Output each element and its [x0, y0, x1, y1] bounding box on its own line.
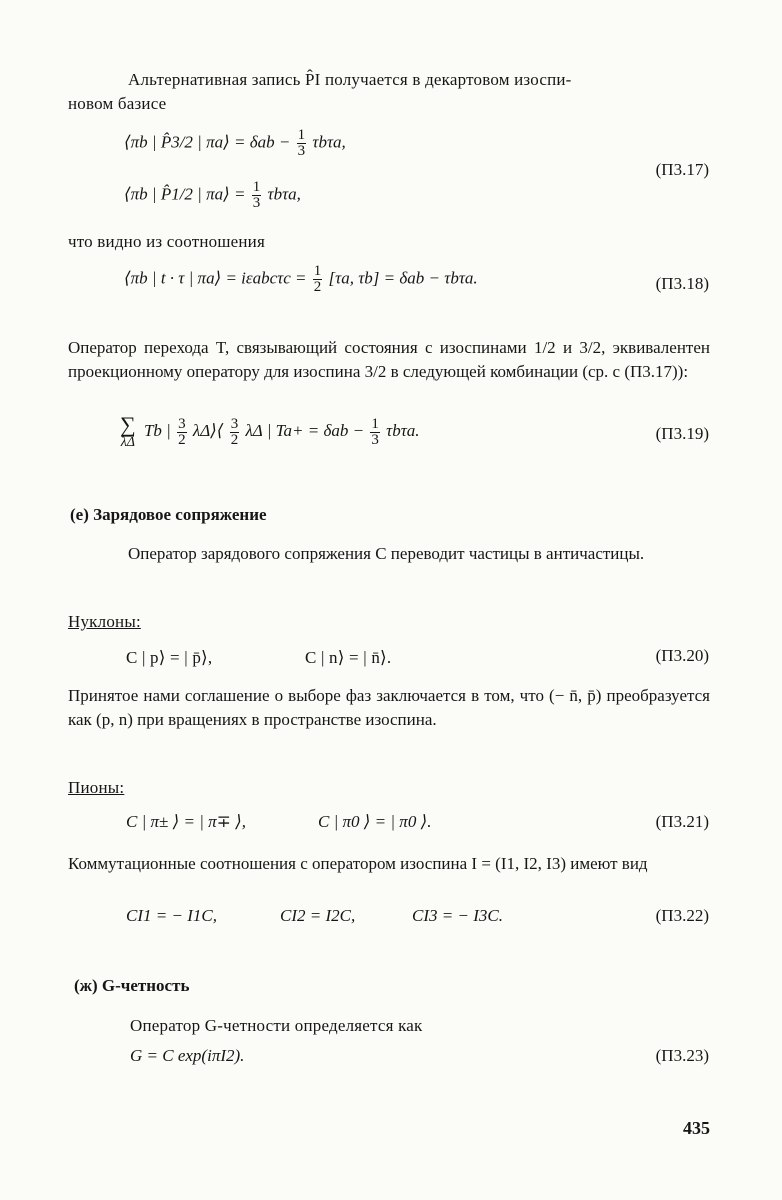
eq-p3-21-right: C | π0 ⟩ = | π0 ⟩.: [318, 812, 432, 831]
summation: [120, 414, 136, 450]
frac-denominator: 3: [297, 143, 306, 159]
frac-denominator: 2: [313, 279, 322, 295]
section-heading-charge-conjugation: (е) Зарядовое сопряжение: [70, 505, 267, 524]
nucleons-label: Нуклоны:: [68, 612, 141, 631]
eq-p3-19-frac1: [177, 417, 187, 448]
eq-p3-17-line2-rhs: τbτa,: [267, 184, 301, 204]
eq-p3-18: [124, 264, 478, 295]
frac-numerator: 1: [371, 415, 379, 432]
eq-p3-19-frac3: [370, 417, 380, 448]
commutation-relations-paragraph: Коммутационные соотношения с оператором изоспина I = (I1, I2, I3) имеют вид: [68, 854, 648, 873]
eq-p3-17-line1-frac: [297, 128, 307, 159]
eq-p3-19-frac2: [230, 417, 240, 448]
eq-p3-17-line-2: [124, 180, 301, 211]
eq-number-p3-22: (П3.22): [655, 906, 709, 925]
text-seen-from-relation: что видно из соотношения: [68, 232, 265, 251]
g-parity-definition-text: Оператор G-четности определяется как: [130, 1016, 423, 1035]
eq-p3-19: [120, 414, 420, 450]
eq-p3-22-a: CI1 = − I1C,: [126, 906, 217, 925]
eq-p3-21-left: C | π± ⟩ = | π∓ ⟩,: [126, 812, 247, 831]
eq-p3-17-line1-rhs: τbτa,: [312, 132, 346, 152]
intro-line-1: Альтернативная запись P̂I получается в декартовом изоспи-: [128, 70, 572, 89]
eq-number-p3-19: (П3.19): [655, 424, 709, 443]
frac-numerator: 1: [252, 179, 261, 195]
frac-numerator: 1: [313, 263, 322, 279]
section-heading-g-parity: (ж) G-четность: [74, 976, 190, 995]
eq-p3-20-right: C | n⟩ = | n̄⟩.: [305, 648, 392, 667]
eq-p3-17-line2-frac: [252, 180, 262, 211]
eq-p3-23: G = C exp(iπI2).: [130, 1046, 245, 1065]
phase-convention-paragraph: Принятое нами соглашение о выборе фаз заключается в том, что (− n̄, p̄) преобразуется как (p, n) при вращениях в пространстве изоспина.: [68, 686, 710, 729]
frac-denominator: 3: [252, 195, 261, 211]
eq-p3-17-line2-lhs: ⟨πb | P̂1/2 | πa⟩ =: [124, 184, 246, 204]
pions-label: Пионы:: [68, 778, 125, 797]
eq-number-p3-20: (П3.20): [655, 646, 709, 665]
eq-p3-18-rhs: [τa, τb] = δab − τbτa.: [328, 268, 478, 288]
transition-operator-paragraph: Оператор перехода T, связывающий состояния с изоспинами 1/2 и 3/2, эквивалентен проекционному оператору для изоспина 3/2 в следующей комбинации (ср. с (П3.17)):: [68, 338, 710, 381]
frac-denominator: 2: [178, 431, 186, 448]
eq-p3-17-line1-lhs: ⟨πb | P̂3/2 | πa⟩ = δab −: [124, 132, 291, 152]
eq-number-p3-21: (П3.21): [655, 812, 709, 831]
eq-p3-18-lhs: ⟨πb | t · τ | πa⟩ = iεabcτc =: [124, 268, 307, 288]
sum-sign: ∑: [120, 412, 136, 437]
frac-numerator: 1: [297, 127, 306, 143]
frac-denominator: 2: [230, 431, 239, 448]
eq-p3-19-part1: Tb |: [143, 420, 171, 440]
frac-numerator: 3: [230, 415, 239, 432]
eq-p3-18-frac: [313, 264, 323, 295]
eq-p3-19-part4: τbτa.: [386, 420, 420, 440]
eq-p3-22-c: CI3 = − I3C.: [412, 906, 503, 925]
frac-denominator: 3: [371, 431, 379, 448]
eq-p3-22-b: CI2 = I2C,: [280, 906, 356, 925]
eq-number-p3-18: (П3.18): [655, 274, 709, 293]
eq-p3-17-line-1: [124, 128, 346, 159]
eq-p3-19-part2: λΔ⟩⟨: [192, 420, 224, 440]
eq-number-p3-17: (П3.17): [655, 160, 709, 179]
eq-p3-20-left: C | p⟩ = | p̄⟩,: [126, 648, 213, 667]
charge-conjugation-paragraph: Оператор зарядового сопряжения C переводит частицы в античастицы.: [128, 544, 645, 563]
eq-number-p3-23: (П3.23): [655, 1046, 709, 1065]
intro-line-2: новом базисе: [68, 94, 167, 113]
sum-index: λΔ: [120, 435, 135, 450]
page-number: 435: [683, 1118, 710, 1138]
eq-p3-19-part3: λΔ | Ta+ = δab −: [245, 420, 365, 440]
frac-numerator: 3: [178, 415, 186, 432]
